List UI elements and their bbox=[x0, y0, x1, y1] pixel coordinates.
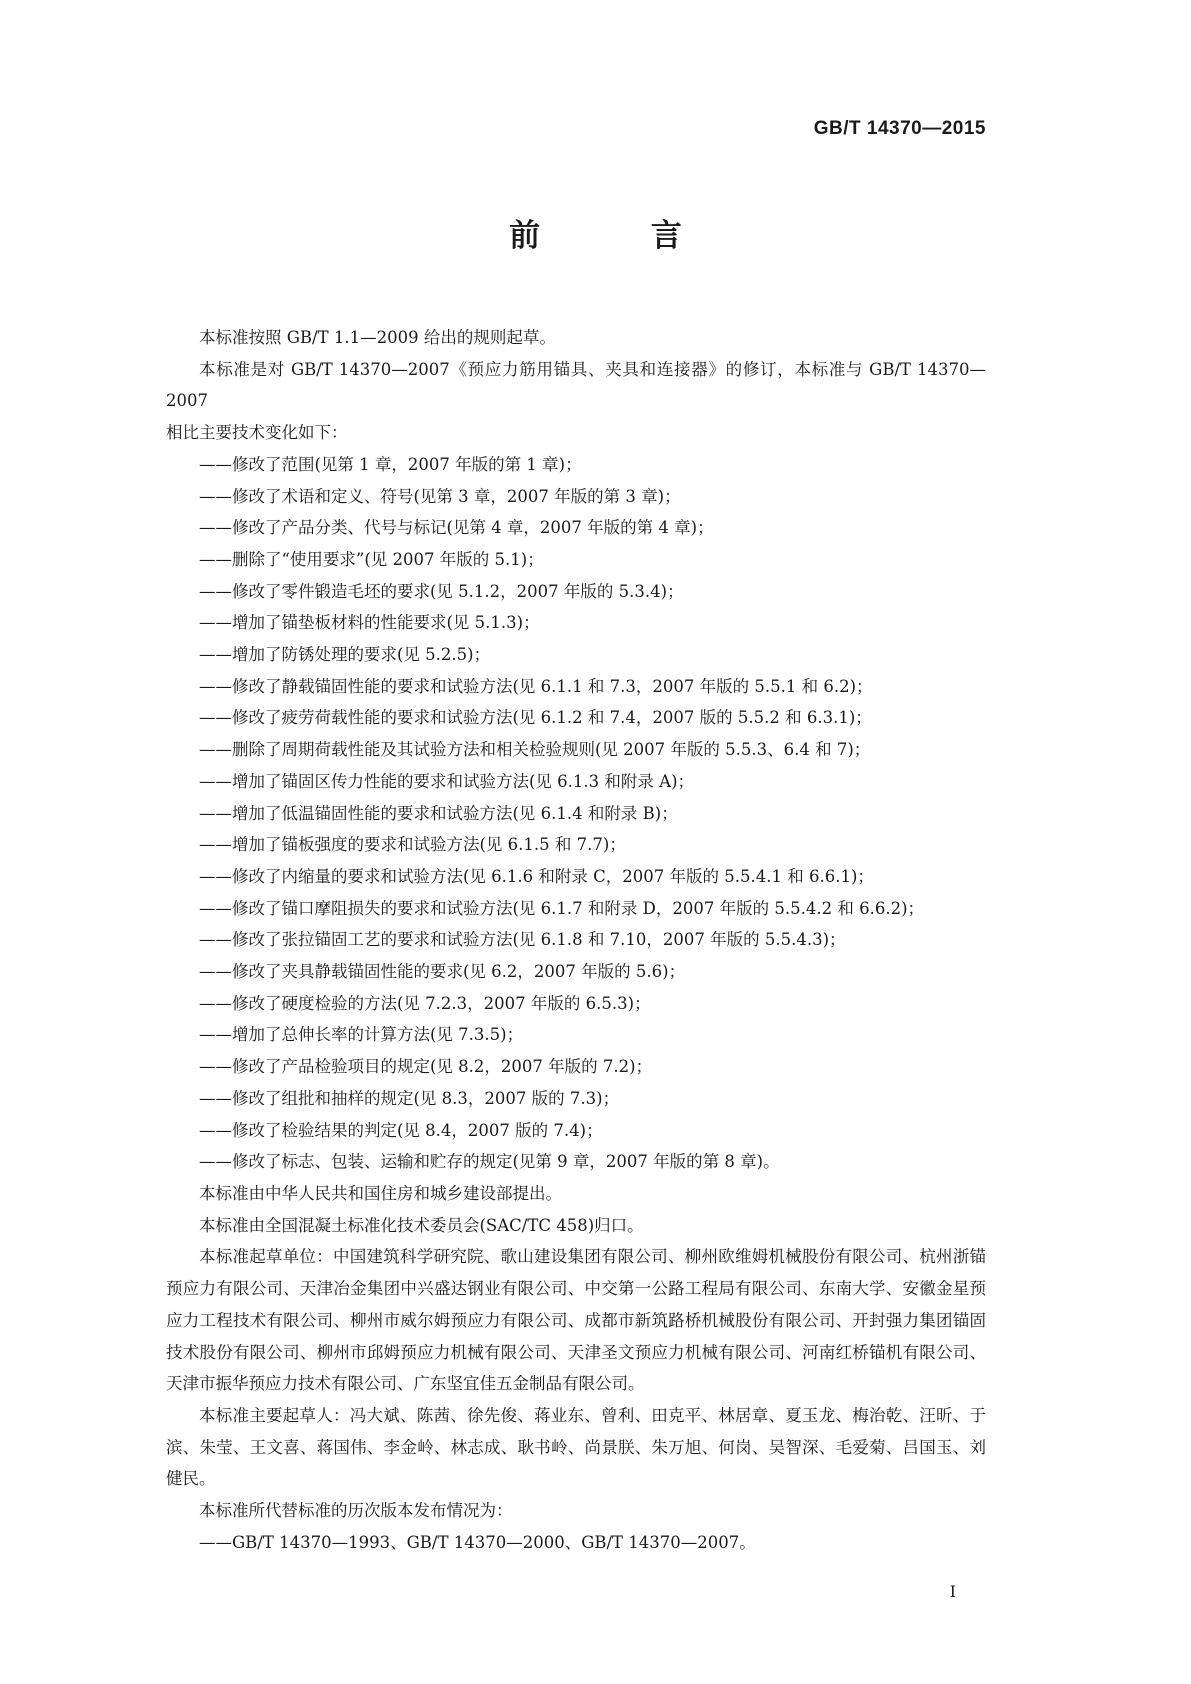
change-list-item: ——修改了静载锚固性能的要求和试验方法(见 6.1.1 和 7.3，2007 年版的 5.5.1 和 6.2)； bbox=[199, 676, 873, 696]
page-number: I bbox=[949, 1582, 956, 1601]
change-list-item: ——修改了夹具静载锚固性能的要求(见 6.2，2007 年版的 5.6)； bbox=[199, 962, 686, 982]
change-list-item: ——删除了“使用要求”(见 2007 年版的 5.1)； bbox=[199, 549, 544, 569]
paragraph-revision-intro: 本标准是对 GB/T 14370—2007《预应力筋用锚具、夹具和连接器》的修订，本标准与 GB/T 14370—2007 bbox=[166, 359, 986, 411]
previous-editions-list-item: ——GB/T 14370—1993、GB/T 14370—2000、GB/T 14370—2007。 bbox=[199, 1532, 756, 1552]
change-list-item: ——增加了锚垫板材料的性能要求(见 5.1.3)； bbox=[199, 613, 540, 633]
paragraph-administered-by: 本标准由全国混凝土标准化技术委员会(SAC/TC 458)归口。 bbox=[199, 1215, 644, 1235]
change-list-item: ——修改了疲劳荷载性能的要求和试验方法(见 6.1.2 和 7.4，2007 版的 5.5.2 和 6.3.1)； bbox=[199, 708, 872, 728]
change-list-item: ——修改了锚口摩阻损失的要求和试验方法(见 6.1.7 和附录 D，2007 年版的 5.5.4.2 和 6.6.2)； bbox=[199, 898, 925, 918]
change-list-item: ——增加了防锈处理的要求(见 5.2.5)； bbox=[199, 645, 491, 665]
change-list-item: ——增加了总伸长率的计算方法(见 7.3.5)； bbox=[199, 1025, 524, 1045]
change-list-item: ——修改了产品检验项目的规定(见 8.2，2007 年版的 7.2)； bbox=[199, 1057, 653, 1077]
paragraph-previous-editions-intro: 本标准所代替标准的历次版本发布情况为： bbox=[199, 1501, 513, 1521]
paragraph-drafting-units: 本标准起草单位：中国建筑科学研究院、歌山建设集团有限公司、柳州欧维姆机械股份有限公司、杭州浙锚预应力有限公司、天津冶金集团中兴盛达钢业有限公司、中交第一公路工程局有限公司、东南大学、安徽金星预应力工程技术有限公司、柳州市威尔姆预应力有限公司、成都市新筑路桥机械股份有限公司、开封强力集团锚固技术股份有限公司、柳州市邱姆预应力机械有限公司、天津圣文预应力机械有限公司、河南红桥锚机有限公司、天津市振华预应力技术有限公司、广东坚宜佳五金制品有限公司。 bbox=[166, 1247, 986, 1394]
change-list-item: ——修改了检验结果的判定(见 8.4，2007 版的 7.4)； bbox=[199, 1120, 603, 1140]
change-list-item: ——修改了术语和定义、符号(见第 3 章，2007 年版的第 3 章)； bbox=[199, 486, 681, 506]
change-list-item: ——修改了范围(见第 1 章，2007 年版的第 1 章)； bbox=[199, 454, 582, 474]
change-list-item: ——修改了标志、包装、运输和贮存的规定(见第 9 章，2007 年版的第 8 章)。 bbox=[199, 1152, 780, 1172]
page-title: 前 言 bbox=[509, 218, 732, 254]
change-list-item: ——修改了硬度检验的方法(见 7.2.3，2007 年版的 6.5.3)； bbox=[199, 993, 651, 1013]
change-list-item: ——修改了张拉锚固工艺的要求和试验方法(见 6.1.8 和 7.10，2007 年版的 5.5.4.3)； bbox=[199, 930, 846, 950]
paragraph-proposed-by: 本标准由中华人民共和国住房和城乡建设部提出。 bbox=[199, 1183, 562, 1203]
standard-code: GB/T 14370—2015 bbox=[813, 118, 986, 139]
paragraph-main-drafters: 本标准主要起草人：冯大斌、陈茜、徐先俊、蒋业东、曾利、田克平、林居章、夏玉龙、梅治乾、汪昕、于滨、朱莹、王文喜、蒋国伟、李金岭、林志成、耿书岭、尚景朕、朱万旭、何岗、吴智深、毛爱菊、吕国玉、刘健民。 bbox=[166, 1405, 986, 1489]
change-list-item: ——删除了周期荷载性能及其试验方法和相关检验规则(见 2007 年版的 5.5.3、6.4 和 7)； bbox=[199, 740, 871, 760]
change-list-item: ——修改了产品分类、代号与标记(见第 4 章，2007 年版的第 4 章)； bbox=[199, 518, 714, 538]
paragraph-drafting-rules: 本标准按照 GB/T 1.1—2009 给出的规则起草。 bbox=[199, 328, 556, 347]
foreword-body bbox=[166, 322, 986, 1558]
paragraph-revision-intro-continued: 相比主要技术变化如下： bbox=[166, 423, 348, 443]
change-list-item: ——修改了零件锻造毛坯的要求(见 5.1.2，2007 年版的 5.3.4)； bbox=[199, 581, 684, 601]
change-list-item: ——增加了低温锚固性能的要求和试验方法(见 6.1.4 和附录 B)； bbox=[199, 803, 678, 823]
change-list-item: ——增加了锚板强度的要求和试验方法(见 6.1.5 和 7.7)； bbox=[199, 835, 626, 855]
change-list-item: ——增加了锚固区传力性能的要求和试验方法(见 6.1.3 和附录 A)； bbox=[199, 771, 695, 791]
change-list-item: ——修改了组批和抽样的规定(见 8.3，2007 版的 7.3)； bbox=[199, 1088, 620, 1108]
change-list-item: ——修改了内缩量的要求和试验方法(见 6.1.6 和附录 C，2007 年版的 5.5.4.1 和 6.6.1)； bbox=[199, 866, 874, 886]
